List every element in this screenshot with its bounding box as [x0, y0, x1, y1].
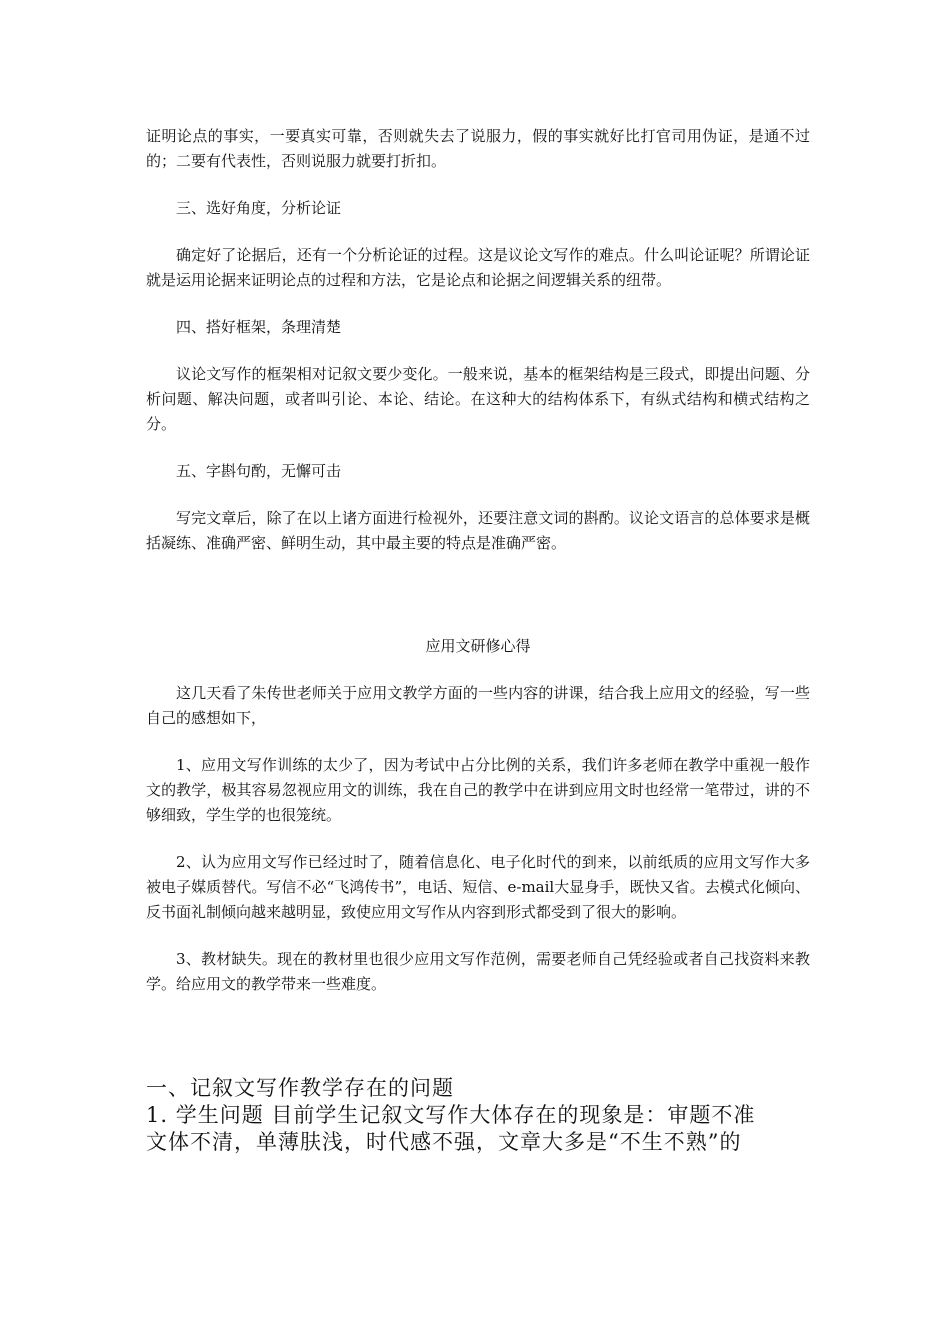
document-page	[146, 124, 810, 1156]
paragraph-framework: 议论文写作的框架相对记叙文要少变化。一般来说，基本的框架结构是三段式，即提出问题、分析问题、解决问题，或者叫引论、本论、结论。在这种大的结构体系下，有纵式结构和横式结构之分。	[146, 365, 810, 433]
narrative-line-1: 1. 学生问题 目前学生记叙文写作大体存在的现象是：审题不准	[146, 1103, 756, 1127]
paragraph-wording: 写完文章后，除了在以上诸方面进行检视外，还要注意文词的斟酌。议论文语言的总体要求是概括凝练、准确严密、鲜明生动，其中最主要的特点是准确严密。	[146, 509, 810, 552]
section-heading-narrative: 一、记叙文写作教学存在的问题	[146, 1076, 454, 1100]
paragraph-intro: 这几天看了朱传世老师关于应用文教学方面的一些内容的讲课，结合我上应用文的经验，写一些自己的感想如下，	[146, 684, 810, 727]
paragraph-point-2: 2、认为应用文写作已经过时了，随着信息化、电子化时代的到来，以前纸质的应用文写作大多被电子媒质替代。写信不必“飞鸿传书”，电话、短信、e-mail大显身手，既快又省。去模式化倾向、反书面礼制倾向越来越明显，致使应用文写作从内容到形式都受到了很大的影响。	[146, 853, 810, 921]
heading-angle-analysis: 三、选好角度，分析论证	[176, 199, 342, 217]
heading-framework: 四、搭好框架，条理清楚	[176, 318, 342, 336]
paragraph-point-1: 1、应用文写作训练的太少了，因为考试中占分比例的关系，我们许多老师在教学中重视一般作文的教学，极其容易忽视应用文的训练，我在自己的教学中在讲到应用文时也经常一笔带过，讲的不够细致，学生学的也很笼统。	[146, 756, 810, 824]
heading-wording: 五、字斟句酌，无懈可击	[176, 462, 342, 480]
paragraph-point-3: 3、教材缺失。现在的教材里也很少应用文写作范例，需要老师自己凭经验或者自己找资料来教学。给应用文的教学带来一些难度。	[146, 950, 810, 993]
paragraph-evidence: 证明论点的事实，一要真实可靠，否则就失去了说服力，假的事实就好比打官司用伪证，是通不过的；二要有代表性，否则说服力就要打折扣。	[146, 127, 810, 170]
essay-title: 应用文研修心得	[425, 637, 531, 655]
narrative-line-2: 文体不清，单薄肤浅，时代感不强，文章大多是“不生不熟”的	[146, 1130, 742, 1154]
paragraph-analysis: 确定好了论据后，还有一个分析论证的过程。这是议论文写作的难点。什么叫论证呢？所谓论证就是运用论据来证明论点的过程和方法，它是论点和论据之间逻辑关系的纽带。	[146, 246, 810, 289]
